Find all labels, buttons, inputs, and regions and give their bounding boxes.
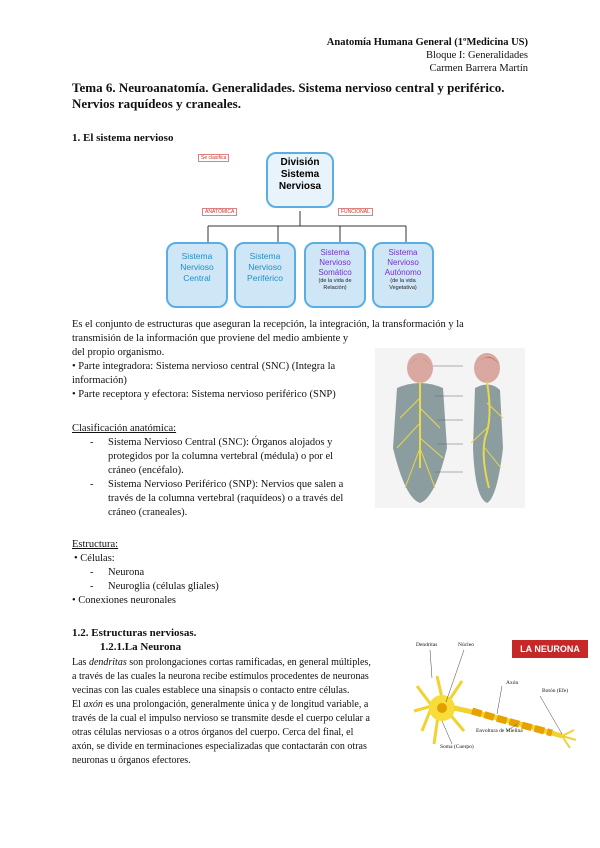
- p2-line-2: través de la cual el impulso nervioso se transmite desde el cuerpo celular a: [72, 713, 370, 724]
- p2-line-4: axón, se divide en terminaciones especializadas que contactarán con otras: [72, 741, 367, 752]
- section-heading-12: 1.2. Estructuras nerviosas.: [72, 627, 197, 639]
- p2-line-1: El axón es una prolongación, generalmente única y de longitud variable, a: [72, 699, 369, 710]
- tag-funcional: FUNCIONAL: [338, 208, 373, 216]
- snc-line-2: protegidos por la columna vertebral (médula) o por el: [108, 451, 334, 462]
- box-somatico-l3: Somático: [318, 268, 352, 277]
- bullet-integradora: • Parte integradora: Sistema nervioso central (SNC) (Integra la: [72, 361, 336, 372]
- estructura-section: [72, 538, 372, 608]
- box-snp-l3: Periférico: [247, 273, 283, 283]
- section-heading-1: 1. El sistema nervioso: [72, 132, 174, 144]
- nervous-system-illustration: [375, 348, 525, 508]
- intro-line-2: transmisión de la información que proviene del medio ambiente y: [72, 333, 349, 344]
- snc-line-3: cráneo (encéfalo).: [108, 465, 184, 476]
- header: [327, 36, 528, 75]
- p1-line-2: a través de las cuales la neurona recibe estímulos procedentes de neuronas: [72, 671, 369, 682]
- box-snp-l2: Nervioso: [248, 262, 282, 272]
- snp-line-3: cráneo (craneales).: [108, 507, 188, 518]
- neurona-paragraph: [72, 656, 412, 768]
- box-snc-l3: Central: [183, 273, 211, 283]
- box-somatico: [304, 242, 366, 308]
- p1-line-1: Las dendritas son prolongaciones cortas ramificadas, en general múltiples,: [72, 657, 371, 668]
- neuroglia-item: - Neuroglia (células gliales): [90, 581, 219, 592]
- snc-line-1: Sistema Nervioso Central (SNC): Órganos alojados y: [108, 437, 333, 448]
- classification-diagram: [160, 146, 440, 316]
- neuroglia-label: Neuroglia (células gliales): [108, 581, 219, 592]
- page-title: Tema 6. Neuroanatomía. Generalidades. Sistema nervioso central y periférico. Nervios raquídeos y craneales.: [72, 80, 505, 111]
- neuron-figure: [412, 636, 592, 756]
- p2-line-5: neuronas u órganos efectores.: [72, 755, 191, 766]
- tag-se-clasifica: Se clasifica: [198, 154, 229, 162]
- header-course: Anatomía Humana General (1ºMedicina US): [326, 37, 528, 48]
- label-mielina: Envoltura de Mielina: [476, 728, 523, 734]
- bullet-receptora: • Parte receptora y efectora: Sistema nervioso periférico (SNP): [72, 389, 336, 400]
- box-autonomo-l1: Sistema: [388, 248, 418, 257]
- tag-anatomica: ANATÓMICA: [202, 208, 237, 216]
- clasificacion-heading: Clasificación anatómica:: [72, 423, 177, 434]
- box-autonomo-l3: Autónomo: [384, 268, 422, 277]
- box-autonomo: [372, 242, 434, 308]
- item-snc: - Sistema Nervioso Central (SNC): Órganos alojados y protegidos por la columna vertebral (médula) o por el cráneo (encéfalo).: [90, 437, 334, 476]
- header-author: Carmen Barrera Martín: [429, 63, 528, 74]
- bullet-integradora-cont: información): [72, 375, 127, 386]
- celulas-item: • Células:: [74, 553, 115, 564]
- box-somatico-l4: (de la vida de Relación): [318, 278, 352, 291]
- snp-line-1: Sistema Nervioso Periférico (SNP): Nervios que salen a: [108, 479, 344, 490]
- estructura-heading: Estructura:: [72, 539, 119, 550]
- box-somatico-l2: Nervioso: [319, 258, 351, 267]
- intro-line-3: del propio organismo.: [72, 347, 165, 358]
- p1-line-3: vecinas con las cuales establece una sinapsis o contacto entre células.: [72, 685, 350, 696]
- snp-line-2: través de la columna vertebral (raquídeos) o a través del: [108, 493, 344, 504]
- clasificacion-section: [72, 422, 372, 520]
- box-snp-l1: Sistema: [249, 251, 281, 261]
- neurona-label: Neurona: [108, 567, 145, 578]
- root-box: [266, 152, 334, 208]
- subsection-neurona: 1.2.1.La Neurona: [100, 641, 182, 653]
- label-axon: Axón: [506, 680, 519, 686]
- box-snc-l1: Sistema: [181, 251, 213, 261]
- intro-line-1: Es el conjunto de estructuras que aseguran la recepción, la integración, la transformación y la: [72, 319, 464, 330]
- box-snc: [166, 242, 228, 308]
- label-nucleo: Núcleo: [458, 642, 474, 648]
- label-soma: Soma (Cuerpo): [440, 744, 474, 750]
- box-somatico-l1: Sistema: [320, 248, 350, 257]
- conexiones-item: • Conexiones neuronales: [72, 595, 176, 606]
- header-block: Bloque I: Generalidades: [425, 50, 528, 61]
- root-box-label: División Sistema Nerviosa: [278, 157, 322, 192]
- neuron-banner: LA NEURONA: [512, 640, 588, 658]
- box-autonomo-l2: Nervioso: [387, 258, 419, 267]
- box-snc-l2: Nervioso: [180, 262, 214, 272]
- label-terminal: Botón (Efe): [542, 688, 569, 694]
- box-autonomo-l4: (de la vida Vegetativa): [389, 278, 417, 291]
- term-dendritas: dendritas: [88, 657, 127, 668]
- label-dendritas: Dendritas: [416, 642, 438, 648]
- neurona-item: - Neurona: [90, 567, 145, 578]
- term-axon: axón: [83, 699, 103, 710]
- box-snp: [234, 242, 296, 308]
- p2-line-3: otras células nerviosas o a otros órganos del cuerpo. Cerca del final, el: [72, 727, 354, 738]
- item-snp: - Sistema Nervioso Periférico (SNP): Nervios que salen a través de la columna vertebral (raquídeos) o a través del cráneo (craneales).: [90, 479, 344, 518]
